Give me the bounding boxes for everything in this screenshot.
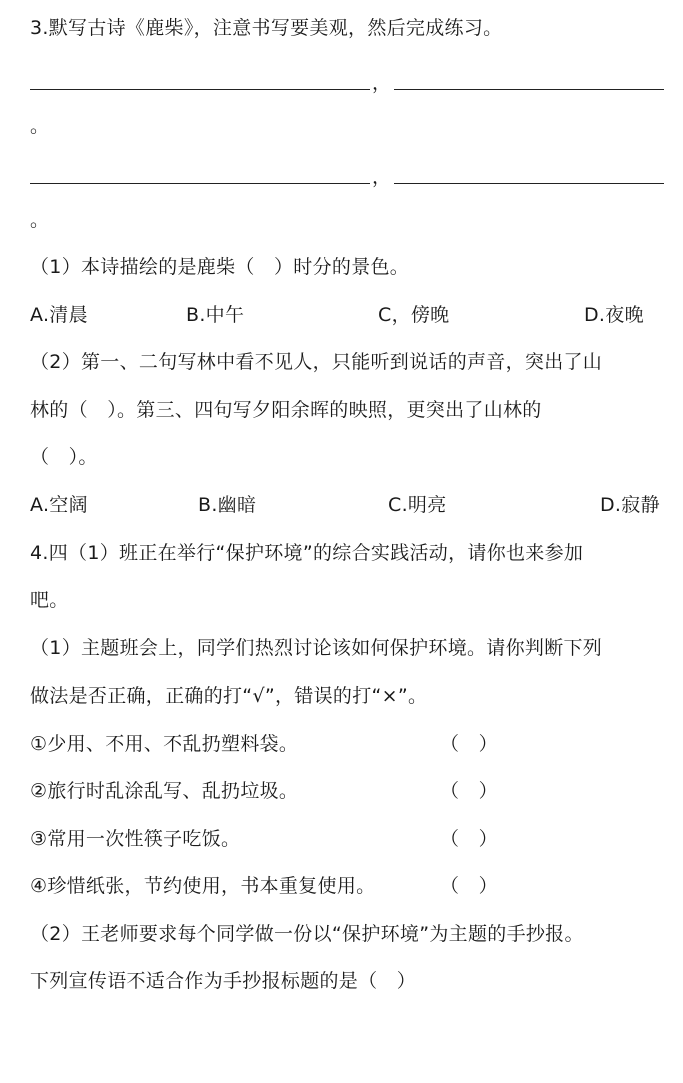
poem-blank-3[interactable]	[30, 183, 370, 184]
q3-sub1-text: （1）本诗描绘的是鹿柴（ ）时分的景色。	[30, 256, 410, 278]
q4-line1: 4.四（1）班正在举行“保护环境”的综合实践活动，请你也来参加	[30, 542, 584, 564]
poem-blank-row-2	[30, 160, 664, 188]
q4-line2: 吧。	[30, 589, 69, 611]
judge-answer-2[interactable]: （ ）	[440, 780, 498, 802]
judge-item-4: ④珍惜纸张，节约使用，书本重复使用。	[30, 875, 376, 897]
period: 。	[30, 115, 50, 137]
q4-sub2-line2: 下列宣传语不适合作为手抄报标题的是（ ）	[30, 970, 417, 992]
judge-answer-3[interactable]: （ ）	[440, 828, 498, 850]
q3-sub2-line2: 林的（ ）。第三、四句写夕阳余晖的映照，更突出了山林的	[30, 399, 542, 421]
judge-item-1: ①少用、不用、不乱扔塑料袋。	[30, 733, 299, 755]
q4-sub1-line1: （1）主题班会上，同学们热烈讨论该如何保护环境。请你判断下列	[30, 637, 603, 659]
judge-item-2: ②旅行时乱涂乱写、乱扔垃圾。	[30, 780, 299, 802]
judge-item-3: ③常用一次性筷子吃饭。	[30, 828, 241, 850]
q4-sub1-line2: 做法是否正确，正确的打“√”，错误的打“×”。	[30, 685, 428, 707]
q4-sub2-line1: （2）王老师要求每个同学做一份以“保护环境”为主题的手抄报。	[30, 923, 584, 945]
comma: ，	[372, 166, 392, 188]
q3-title: 3.默写古诗《鹿柴》，注意书写要美观，然后完成练习。	[30, 17, 503, 39]
q3-sub2-option-b[interactable]: B.幽暗	[198, 494, 257, 516]
q3-sub2-option-a[interactable]: A.空阔	[30, 494, 88, 516]
comma: ，	[372, 72, 392, 94]
judge-answer-4[interactable]: （ ）	[440, 875, 498, 897]
judge-answer-1[interactable]: （ ）	[440, 733, 498, 755]
q3-sub1-option-d[interactable]: D.夜晚	[584, 304, 644, 326]
q3-sub2-option-c[interactable]: C.明亮	[388, 494, 447, 516]
q3-sub1-option-b[interactable]: B.中午	[186, 304, 245, 326]
poem-blank-4[interactable]	[394, 183, 664, 184]
poem-blank-row-1	[30, 66, 664, 94]
q3-sub1-option-a[interactable]: A.清晨	[30, 304, 88, 326]
q3-sub2-line3: （ ）。	[30, 446, 98, 468]
poem-blank-1[interactable]	[30, 89, 370, 90]
period: 。	[30, 209, 50, 231]
poem-blank-2[interactable]	[394, 89, 664, 90]
q3-sub2-line1: （2）第一、二句写林中看不见人，只能听到说话的声音，突出了山	[30, 351, 603, 373]
q3-sub1-option-c[interactable]: C，傍晚	[378, 304, 450, 326]
q3-sub2-option-d[interactable]: D.寂静	[600, 494, 660, 516]
